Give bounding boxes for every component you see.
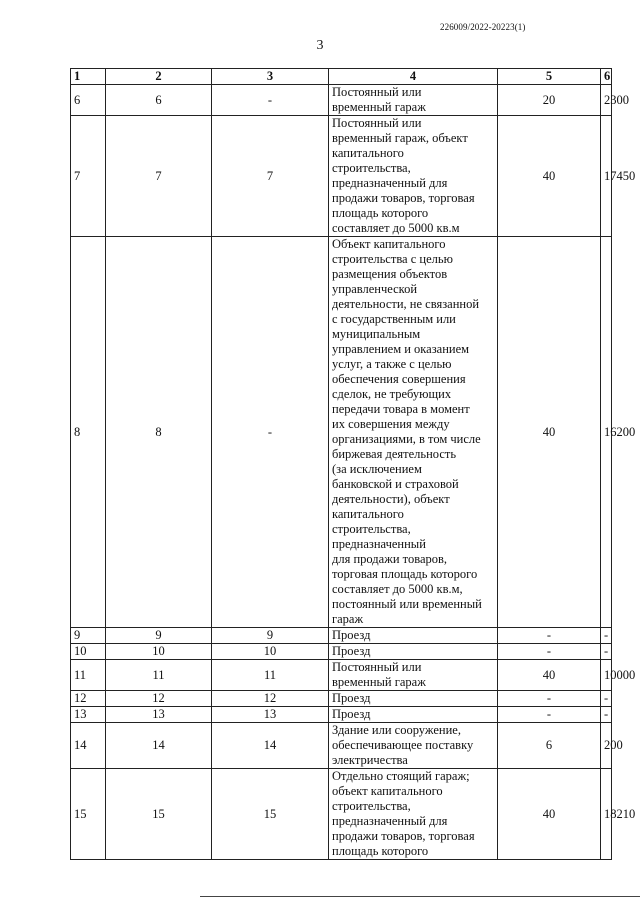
description-line: банковской и страховой <box>332 477 459 491</box>
table-row <box>71 644 612 660</box>
description-line: строительства, <box>332 522 411 536</box>
cell-col2: 6 <box>106 85 212 116</box>
table-row <box>71 723 612 769</box>
cell-col6: 2300 <box>601 85 612 116</box>
table-row <box>71 628 612 644</box>
description-line: торговая площадь которого <box>332 567 478 581</box>
cell-col3: 15 <box>212 769 329 860</box>
cell-description <box>329 237 498 628</box>
cell-col2: 10 <box>106 644 212 660</box>
description-line: предназначенный для <box>332 176 448 190</box>
cell-col6: 16200 <box>601 237 612 628</box>
description-line: муниципальным <box>332 327 421 341</box>
description-line: Проезд <box>332 628 371 642</box>
description-line: предназначенный <box>332 537 426 551</box>
description-line: для продажи товаров, <box>332 552 448 566</box>
cell-number: 13 <box>71 707 106 723</box>
description-line: строительства, <box>332 161 411 175</box>
cell-description <box>329 691 498 707</box>
cell-col3: 7 <box>212 116 329 237</box>
cell-col6: 10000 <box>601 660 612 691</box>
description-line: Проезд <box>332 691 371 705</box>
description-line: (за исключением <box>332 462 422 476</box>
header-cell: 4 <box>329 69 498 85</box>
cell-col5: 40 <box>498 660 601 691</box>
cell-col3: 11 <box>212 660 329 691</box>
cell-col6: 17450 <box>601 116 612 237</box>
cell-col2: 9 <box>106 628 212 644</box>
header-cell: 3 <box>212 69 329 85</box>
cell-col6: - <box>601 644 612 660</box>
header-cell: 1 <box>71 69 106 85</box>
cell-col5: - <box>498 707 601 723</box>
description-line: капитального <box>332 146 404 160</box>
cell-number: 6 <box>71 85 106 116</box>
description-line: составляет до 5000 кв.м <box>332 221 460 235</box>
table-row <box>71 769 612 860</box>
cell-col6: - <box>601 628 612 644</box>
cell-col3: 13 <box>212 707 329 723</box>
footer-rule <box>200 896 640 897</box>
table-header-row <box>71 69 612 85</box>
description-line: биржевая деятельность <box>332 447 457 461</box>
land-use-table <box>70 68 636 860</box>
header-cell: 5 <box>498 69 601 85</box>
description-line: продажи товаров, торговая <box>332 191 475 205</box>
cell-description <box>329 723 498 769</box>
cell-number: 14 <box>71 723 106 769</box>
cell-col3: 14 <box>212 723 329 769</box>
description-line: деятельности, не связанной <box>332 297 480 311</box>
cell-col3: - <box>212 85 329 116</box>
cell-col3: 10 <box>212 644 329 660</box>
cell-number: 9 <box>71 628 106 644</box>
description-line: сделок, не требующих <box>332 387 452 401</box>
cell-col5: - <box>498 628 601 644</box>
description-line: предназначенный для <box>332 814 448 828</box>
cell-col5: 6 <box>498 723 601 769</box>
description-line: площадь которого <box>332 844 429 858</box>
description-line: составляет до 5000 кв.м, <box>332 582 463 596</box>
cell-description <box>329 628 498 644</box>
cell-number: 7 <box>71 116 106 237</box>
cell-number: 8 <box>71 237 106 628</box>
table-row <box>71 660 612 691</box>
description-line: Проезд <box>332 644 371 658</box>
description-line: Отдельно стоящий гараж; <box>332 769 470 783</box>
cell-col2: 7 <box>106 116 212 237</box>
description-line: временный гараж <box>332 675 426 689</box>
description-line: постоянный или временный <box>332 597 482 611</box>
description-line: обеспечения совершения <box>332 372 466 386</box>
description-line: временный гараж, объект <box>332 131 468 145</box>
cell-col5: - <box>498 644 601 660</box>
description-line: объект капитального <box>332 784 443 798</box>
cell-description <box>329 85 498 116</box>
description-line: управленческой <box>332 282 418 296</box>
description-line: Постоянный или <box>332 85 422 99</box>
description-line: временный гараж <box>332 100 426 114</box>
cell-description <box>329 707 498 723</box>
cell-col6: 18210 <box>601 769 612 860</box>
description-line: управлением и оказанием <box>332 342 470 356</box>
description-line: площадь которого <box>332 206 429 220</box>
description-line: продажи товаров, торговая <box>332 829 475 843</box>
description-line: гараж <box>332 612 364 626</box>
document-id-stamp: 226009/2022-20223(1) <box>440 22 526 32</box>
cell-col2: 14 <box>106 723 212 769</box>
description-line: размещения объектов <box>332 267 448 281</box>
table-row <box>71 707 612 723</box>
table-row <box>71 691 612 707</box>
cell-col2: 15 <box>106 769 212 860</box>
description-line: их совершения между <box>332 417 450 431</box>
header-cell: 2 <box>106 69 212 85</box>
description-line: строительства, <box>332 799 411 813</box>
cell-col3: 9 <box>212 628 329 644</box>
description-line: услуг, а также с целью <box>332 357 452 371</box>
page-number: 3 <box>316 38 324 53</box>
description-line: строительства с целью <box>332 252 453 266</box>
cell-col6: - <box>601 691 612 707</box>
cell-number: 15 <box>71 769 106 860</box>
cell-number: 12 <box>71 691 106 707</box>
description-line: капитального <box>332 507 404 521</box>
description-line: передачи товара в момент <box>332 402 470 416</box>
description-line: с государственным или <box>332 312 456 326</box>
cell-col5: 40 <box>498 237 601 628</box>
cell-col5: 40 <box>498 116 601 237</box>
cell-col6: - <box>601 707 612 723</box>
cell-description <box>329 769 498 860</box>
description-line: Постоянный или <box>332 116 422 130</box>
cell-description <box>329 660 498 691</box>
cell-description <box>329 116 498 237</box>
description-line: Постоянный или <box>332 660 422 674</box>
cell-col3: - <box>212 237 329 628</box>
description-line: электричества <box>332 753 408 767</box>
table-row <box>71 116 612 237</box>
cell-number: 11 <box>71 660 106 691</box>
cell-number: 10 <box>71 644 106 660</box>
cell-col2: 12 <box>106 691 212 707</box>
cell-col5: - <box>498 691 601 707</box>
cell-col2: 8 <box>106 237 212 628</box>
cell-description <box>329 644 498 660</box>
cell-col5: 20 <box>498 85 601 116</box>
cell-col6: 200 <box>601 723 612 769</box>
description-line: обеспечивающее поставку <box>332 738 474 752</box>
description-line: Проезд <box>332 707 371 721</box>
header-cell: 6 <box>601 69 612 85</box>
table-row <box>71 85 612 116</box>
description-line: Объект капитального <box>332 237 446 251</box>
cell-col2: 13 <box>106 707 212 723</box>
description-line: деятельности), объект <box>332 492 450 506</box>
description-line: Здание или сооружение, <box>332 723 461 737</box>
cell-col5: 40 <box>498 769 601 860</box>
table-row <box>71 237 612 628</box>
description-line: организациями, в том числе <box>332 432 481 446</box>
cell-col3: 12 <box>212 691 329 707</box>
cell-col2: 11 <box>106 660 212 691</box>
